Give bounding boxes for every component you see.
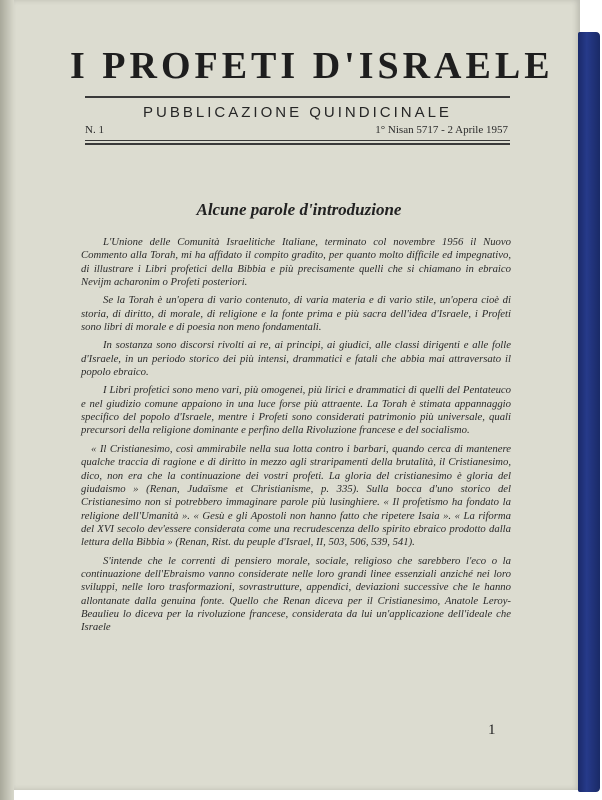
article-body: [81, 236, 511, 640]
issue-rule-bottom: [85, 143, 510, 145]
masthead-subtitle: PUBBLICAZIONE QUINDICINALE: [143, 104, 452, 121]
article-paragraph: Se la Torah è un'opera di vario contenuto, di varia materia e di vario stile, un'opera cioè di storia, di diritto, di morale, di religione e la fonte prima e più sacra dell'idea d'Israele, i Profeti sono libri di morale e di poesia non meno fondamentali.: [81, 294, 511, 334]
article-paragraph: « Il Cristianesimo, così ammirabile nella sua lotta contro i barbari, quando cerca di mantenere qualche traccia di ragione e di diritto in mezzo agli straripamenti della brutalità, il Cristianesimo, dico, non era che la continuazione dei vostri profeti. La gloria del cristianesimo è gloria del giudaismo » (Renan, Judaïsme et Christianisme, p. 335). Sulla bocca d'uno storico del Cristianesimo non si potrebbero immaginare parole più lusinghiere. « Il profetismo ha fondato la religione dell'Umanità ». « Gesù e gli Apostoli non hanno fatto che ripetere Isaia ». « La riforma del XVI secolo dev'essere considerata come una recrudescenza dello spirito ebraico prodotto dalla lettura della Bibbia » (Renan, Rist. du peuple d'Israel, II, 503, 506, 539, 541).: [81, 442, 511, 549]
book-spine: [578, 32, 600, 792]
issue-date: 1° Nisan 5717 - 2 Aprile 1957: [375, 124, 508, 136]
masthead-title: I PROFETI D'ISRAELE: [70, 45, 554, 87]
masthead-rule: [85, 96, 510, 98]
article-paragraph: L'Unione delle Comunità Israelitiche Italiane, terminato col novembre 1956 il Nuovo Commento alla Torah, mi ha affidato il compito gradito, per quanto molto difficile ed impegnativo, di illustrare i Libri profetici della Bibbia e più precisamente quelli che si chiamano in ebraico Nevijm acharonim o Profeti posteriori.: [81, 236, 511, 289]
article-paragraph: In sostanza sono discorsi rivolti ai re, ai principi, ai giudici, alle classi dirigenti e alle folle d'Israele, in un periodo storico dei più intensi, drammatici e fatali che abbia mai attraversato il popolo ebraico.: [81, 339, 511, 379]
article-paragraph: I Libri profetici sono meno vari, più omogenei, più lirici e drammatici di quelli del Pentateuco e nel giudizio comune appaiono in una luce forse più attraente. La Torah è stimata appannaggio specifico del popolo d'Israele, mentre i Profeti sono considerati patrimonio più universale, quali precursori della religione dominante e perfino della Rivoluzione francese e del socialismo.: [81, 384, 511, 437]
issue-number: N. 1: [85, 124, 104, 136]
issue-rule-top: [85, 140, 510, 141]
book-left-edge: [0, 0, 14, 800]
article-paragraph: S'intende che le correnti di pensiero morale, sociale, religioso che sarebbero l'eco o la continuazione dell'Ebraismo vanno considerate nelle loro grandi linee essenziali anziché nei loro sviluppi, nelle loro trasformazioni, sovrastrutture, appendici, deviazioni successive che le hanno allontanate dalla genuina fonte. Quello che Renan diceva per il Cristianesimo, Anatole Leroy-Beaulieu lo diceva per la rivoluzione francese, considerata da lui un'applicazione dell'ideale che Israele: [81, 554, 511, 634]
article-heading: Alcune parole d'introduzione: [196, 200, 402, 219]
page-number: 1: [488, 722, 496, 738]
